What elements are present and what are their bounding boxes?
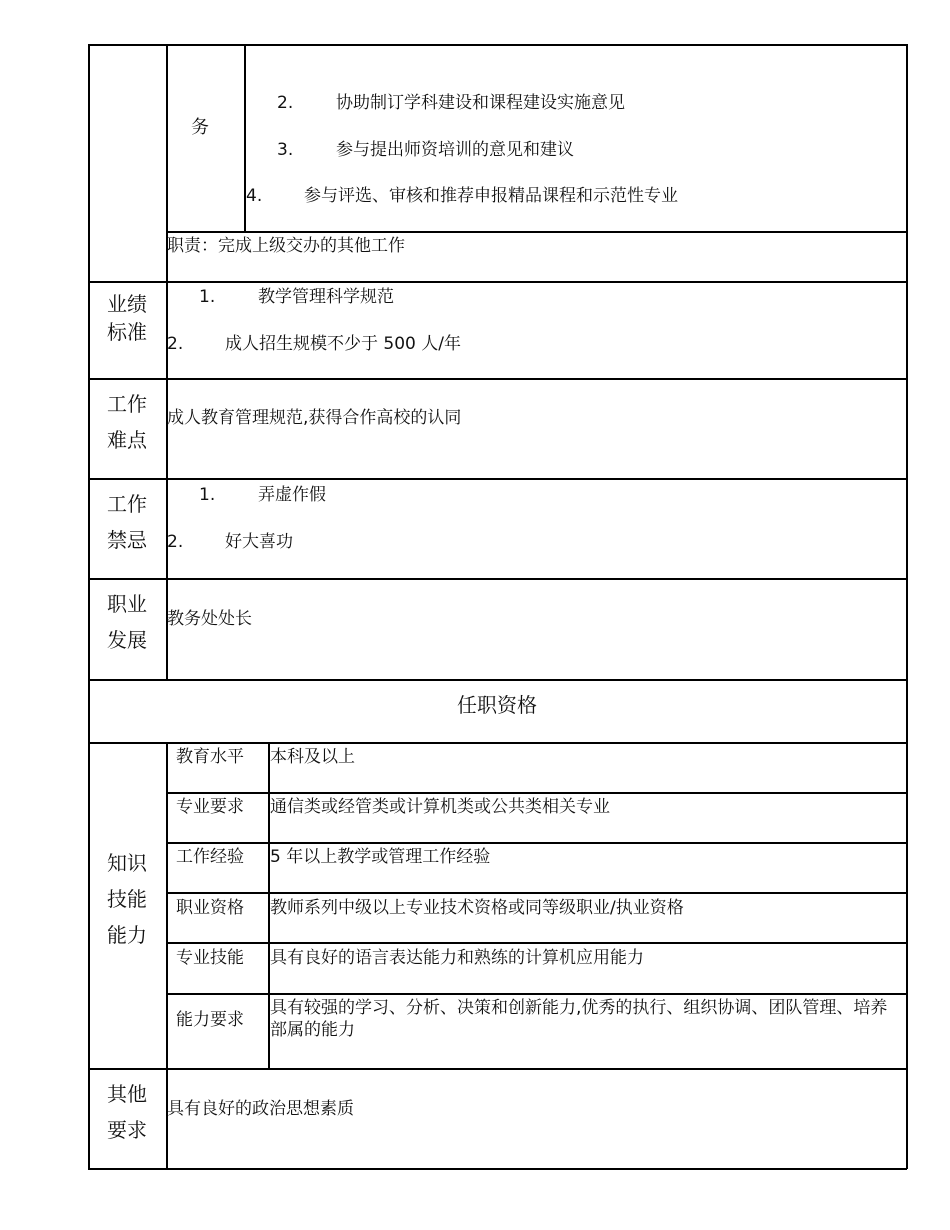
knowledge-row-key: 职业资格 [176, 898, 244, 918]
knowledge-row-value: 本科及以上 [270, 747, 355, 767]
row-line-knowledge [88, 742, 907, 744]
row-line-duties-other [166, 231, 907, 233]
duty-item-number: 2. [277, 93, 294, 113]
difficulty-label-line2: 难点 [107, 428, 147, 452]
knowledge-row-key: 能力要求 [176, 1010, 244, 1030]
performance-item-text: 教学管理科学规范 [258, 287, 394, 307]
table-border-top [88, 44, 907, 46]
knowledge-row-line-1 [166, 792, 907, 794]
taboo-item-text: 弄虚作假 [258, 485, 326, 505]
knowledge-row-key: 专业要求 [176, 797, 244, 817]
performance-item-number: 1. [199, 287, 216, 307]
difficulty-label-line1: 工作 [107, 392, 147, 416]
row-line-qualification [88, 679, 907, 681]
knowledge-label [88, 845, 166, 953]
career-label [88, 586, 166, 658]
table-border-bottom [88, 1168, 907, 1170]
knowledge-row-line-2 [166, 842, 907, 844]
performance-item-number: 2. [167, 334, 184, 354]
row-line-taboo [88, 478, 907, 480]
knowledge-row-key: 工作经验 [176, 847, 244, 867]
knowledge-label-line1: 知识 [107, 851, 147, 875]
knowledge-row-line-4 [166, 942, 907, 944]
duty-item-text: 参与提出师资培训的意见和建议 [336, 140, 574, 160]
difficulty-text: 成人教育管理规范,获得合作高校的认同 [167, 408, 462, 428]
knowledge-row-value: 通信类或经管类或计算机类或公共类相关专业 [270, 797, 610, 817]
row-line-other [88, 1068, 907, 1070]
duties-side-label: 务 [191, 117, 209, 138]
career-label-line1: 职业 [107, 592, 147, 616]
performance-label-line2: 标准 [107, 320, 147, 344]
row-line-difficulty [88, 378, 907, 380]
performance-label-line1: 业绩 [107, 292, 147, 316]
other-requirements-label-line2: 要求 [107, 1118, 147, 1142]
career-text: 教务处处长 [167, 609, 252, 629]
duty-item-number: 4. [246, 186, 263, 206]
duty-item-number: 3. [277, 140, 294, 160]
row-line-career [88, 578, 907, 580]
knowledge-row-value: 教师系列中级以上专业技术资格或同等级职业/执业资格 [270, 898, 684, 918]
other-requirements-label-line1: 其他 [107, 1082, 147, 1106]
knowledge-row-key: 专业技能 [176, 948, 244, 968]
taboo-item-number: 2. [167, 532, 184, 552]
duties-other-text: 职责：完成上级交办的其他工作 [167, 236, 405, 256]
knowledge-row-line-3 [166, 892, 907, 894]
career-label-line2: 发展 [107, 628, 147, 652]
taboo-label-line1: 工作 [107, 492, 147, 516]
table-border-right [906, 44, 908, 1169]
knowledge-row-value: 5 年以上教学或管理工作经验 [270, 847, 491, 867]
knowledge-label-line3: 能力 [107, 923, 147, 947]
knowledge-row-key: 教育水平 [176, 747, 244, 767]
qualification-title: 任职资格 [457, 693, 537, 717]
difficulty-label [88, 386, 166, 458]
performance-item-text: 成人招生规模不少于 500 人/年 [225, 334, 461, 354]
taboo-label-line2: 禁忌 [107, 528, 147, 552]
taboo-item-number: 1. [199, 485, 216, 505]
duty-item-text: 协助制订学科建设和课程建设实施意见 [336, 93, 625, 113]
taboo-item-text: 好大喜功 [225, 532, 293, 552]
label-column-divider [166, 44, 168, 679]
knowledge-label-line2: 技能 [107, 887, 147, 911]
other-requirements-text: 具有良好的政治思想素质 [167, 1099, 354, 1119]
taboo-label [88, 486, 166, 558]
row-line-performance [88, 281, 907, 283]
knowledge-row-value: 具有良好的语言表达能力和熟练的计算机应用能力 [270, 948, 644, 968]
duty-item-text: 参与评选、审核和推荐申报精品课程和示范性专业 [304, 186, 678, 206]
performance-label [88, 286, 166, 350]
knowledge-row-line-5 [166, 993, 907, 995]
other-requirements-label [88, 1076, 166, 1148]
knowledge-row-value: 具有较强的学习、分析、决策和创新能力,优秀的执行、组织协调、团队管理、培养部属的能力 [270, 998, 888, 1040]
